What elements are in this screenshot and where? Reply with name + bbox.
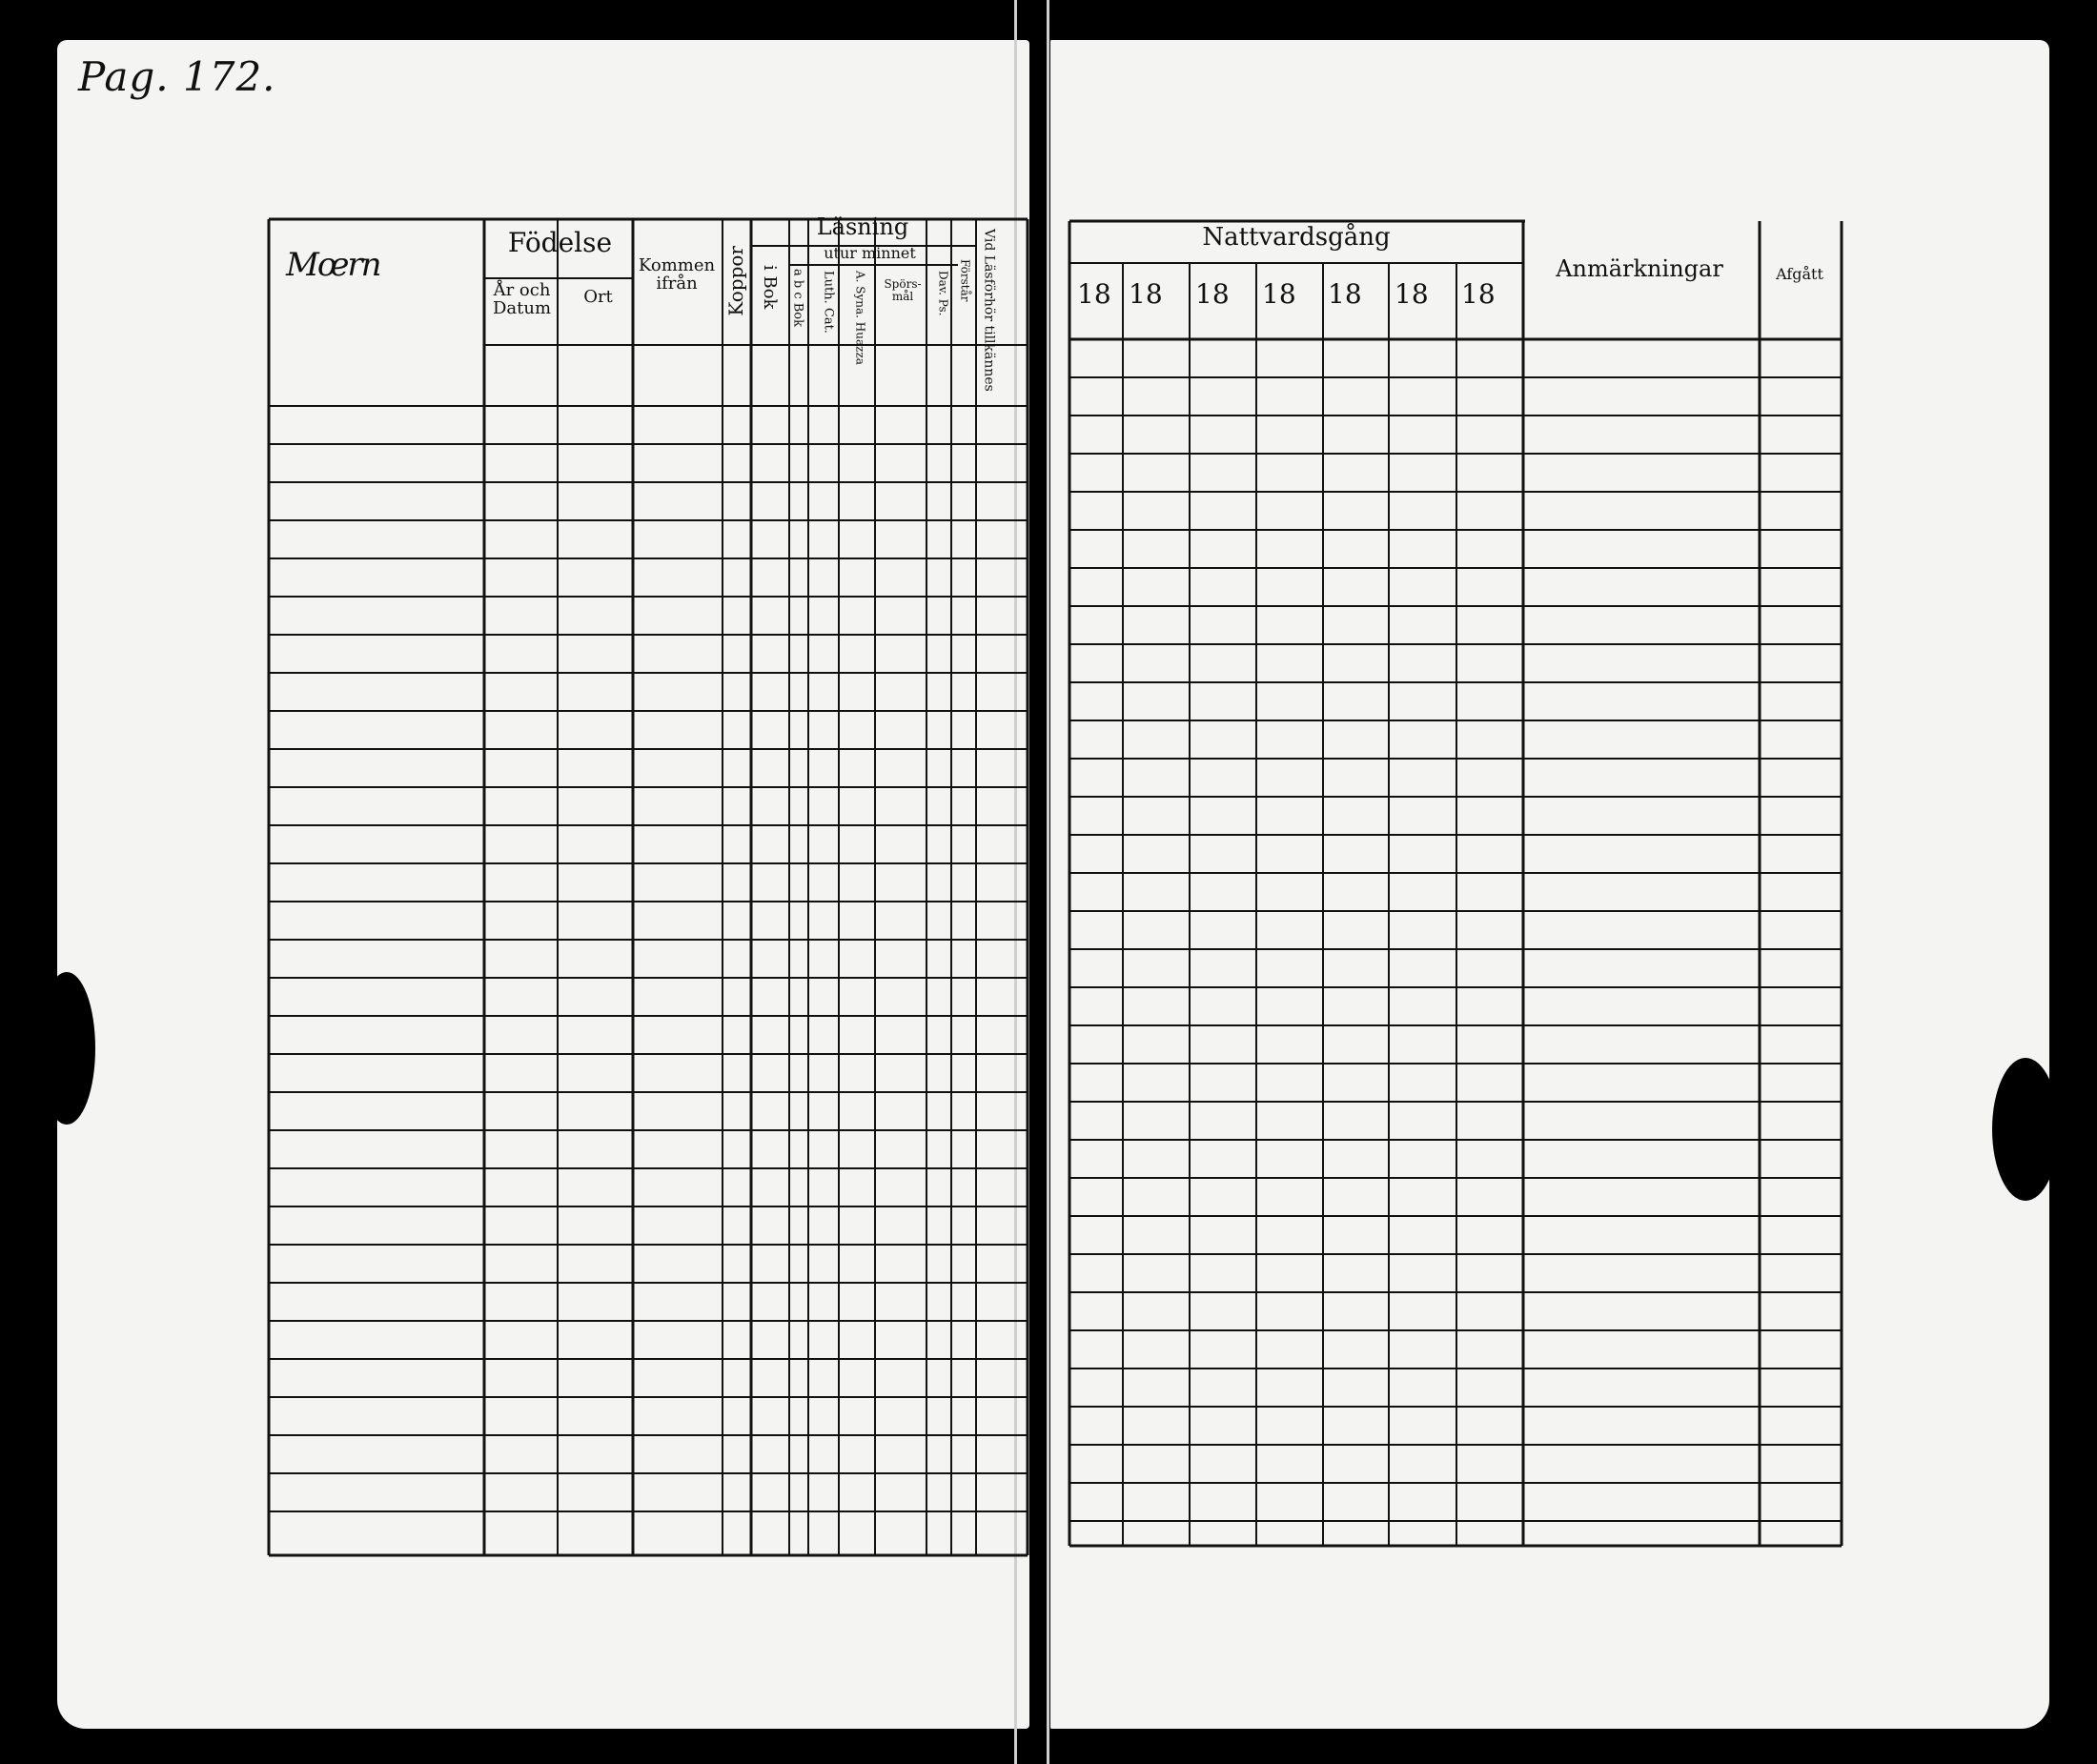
luth-cat-header: Luth. Cat. bbox=[821, 271, 836, 334]
fodelse-place-header: Ort bbox=[583, 287, 613, 307]
year-prefix-3: 18 bbox=[1195, 278, 1230, 310]
name-column-header: Mœrn bbox=[286, 246, 380, 284]
afgatt-header: Afgått bbox=[1776, 265, 1823, 283]
lasning-header: Läsning bbox=[816, 213, 909, 240]
a-syna-header: A. Syna. Huazza bbox=[853, 271, 867, 365]
dav-ps-header: Dav. Ps. bbox=[936, 271, 950, 316]
anmarkningar-header: Anmärkningar bbox=[1556, 255, 1723, 282]
fodelse-header: Födelse bbox=[507, 227, 613, 258]
vid-lasforhor-header: Vid Läsförhör tillkännes bbox=[981, 229, 997, 392]
fodelse-year-header: År och Datum bbox=[492, 280, 552, 318]
i-bok-header: i Bok bbox=[759, 265, 780, 310]
utur-minnet-header: utur minnet bbox=[824, 244, 916, 262]
year-prefix-5: 18 bbox=[1328, 278, 1362, 310]
koppor-header: Koppor bbox=[724, 246, 747, 316]
year-prefix-4: 18 bbox=[1262, 278, 1296, 310]
abc-bok-header: a b c Bok bbox=[790, 269, 805, 328]
nattvardsgang-header: Nattvardsgång bbox=[1202, 223, 1391, 252]
year-prefix-2: 18 bbox=[1129, 278, 1163, 310]
year-prefix-7: 18 bbox=[1461, 278, 1496, 310]
forstar-header: Förstår bbox=[958, 259, 972, 302]
page-number-handwritten: Pag. 172. bbox=[78, 53, 276, 100]
sporsmal-header: Spörs-mål bbox=[884, 277, 922, 303]
year-prefix-6: 18 bbox=[1395, 278, 1429, 310]
kommen-header: Kommen ifrån bbox=[638, 255, 716, 294]
year-prefix-1: 18 bbox=[1077, 278, 1111, 310]
